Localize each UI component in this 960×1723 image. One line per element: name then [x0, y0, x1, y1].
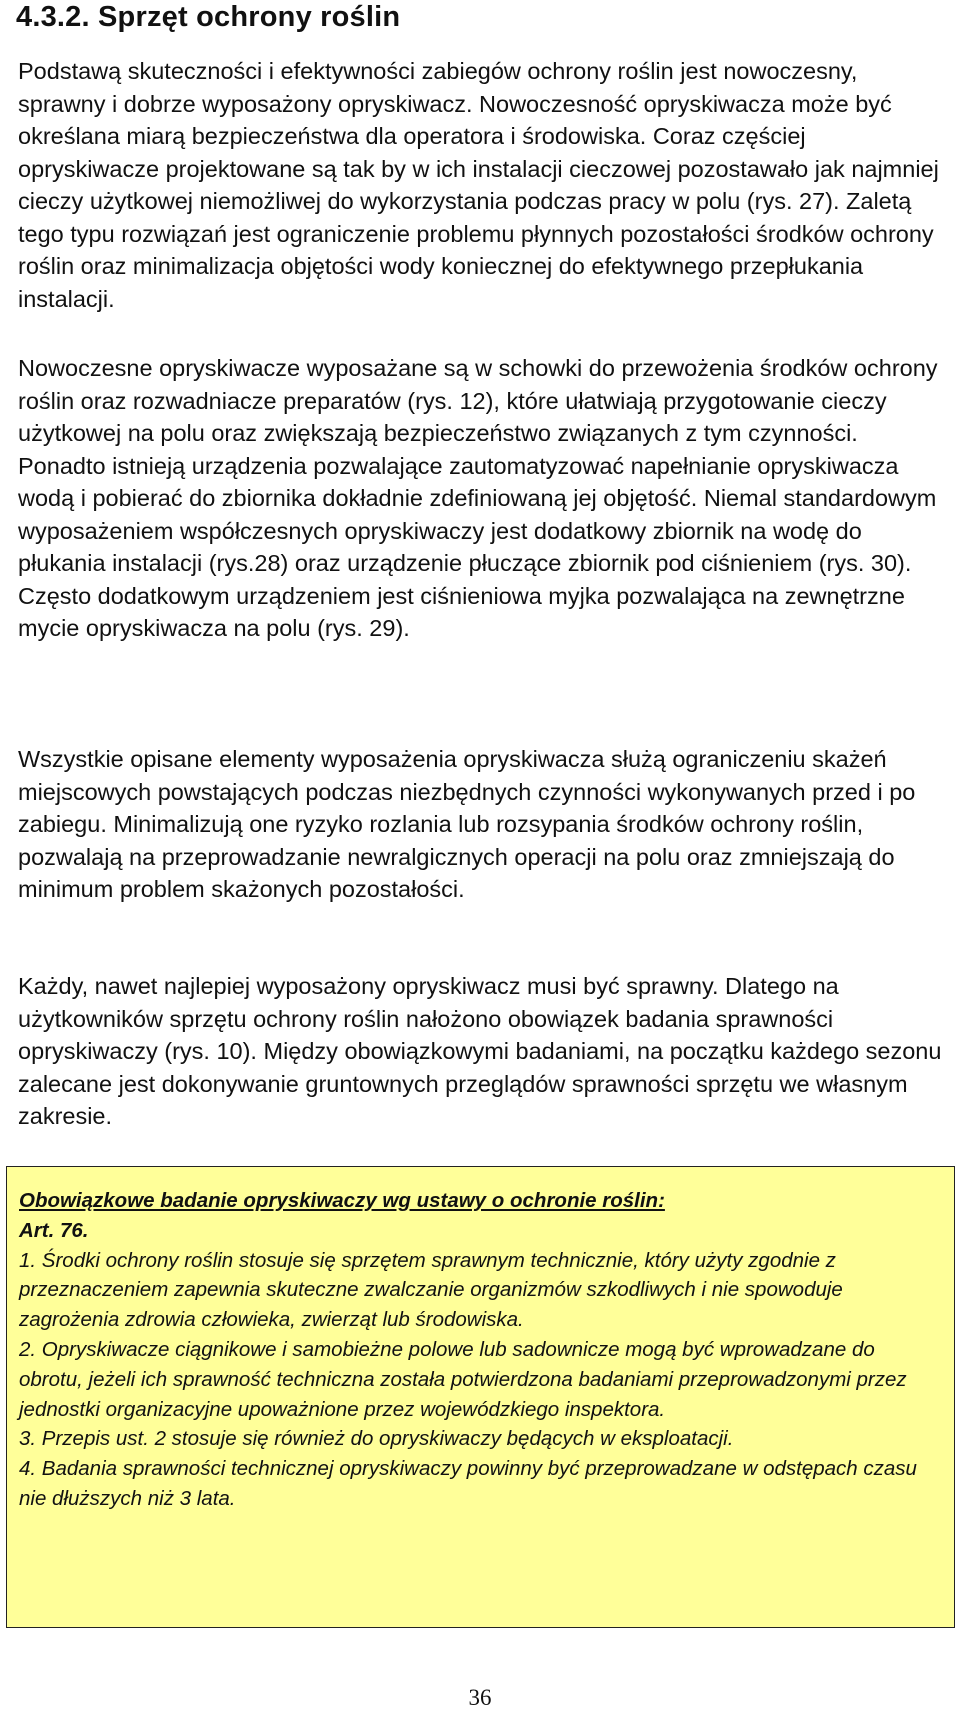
law-box-title: Obowiązkowe badanie opryskiwaczy wg ustawy o ochronie roślin: — [19, 1189, 665, 1212]
law-point-2: 2. Opryskiwacze ciągnikowe i samobieżne polowe lub sadownicze mogą być wprowadzane do obrotu, jeżeli ich sprawność techniczna została potwierdzona badaniami przeprowadzonymi przez jednostki organizacyjne upoważnione przez wojewódzkiego inspektora. — [19, 1337, 907, 1421]
section-heading: 4.3.2. Sprzęt ochrony roślin — [16, 1, 401, 33]
paragraph-3: Wszystkie opisane elementy wyposażenia opryskiwacza służą ograniczeniu skażeń miejscowych powstających podczas niezbędnych czynności wykonywanych przed i po zabiegu. Minimalizują one ryzyko rozlania lub rozsypania środków ochrony roślin, pozwalają na przeprowadzanie newralgicznych operacji na polu oraz zmniejszają do minimum problem skażonych pozostałości. — [18, 746, 916, 902]
law-article-number: Art. 76. — [19, 1218, 89, 1242]
law-point-3: 3. Przepis ust. 2 stosuje się również do opryskiwaczy będących w eksploatacji. — [19, 1427, 734, 1451]
paragraph-4: Każdy, nawet najlepiej wyposażony opryskiwacz musi być sprawny. Dlatego na użytkowników sprzętu ochrony roślin nałożono obowiązek badania sprawności opryskiwaczy (rys. 10). Między obowiązkowymi badaniami, na początku każdego sezonu zalecane jest dokonywanie gruntownych przeglądów sprawności sprzętu we własnym zakresie. — [18, 973, 942, 1129]
page-number: 36 — [468, 1685, 492, 1710]
law-point-1: 1. Środki ochrony roślin stosuje się sprzętem sprawnym technicznie, który użyty zgodnie z przeznaczeniem zapewnia skuteczne zwalczanie organizmów szkodliwych i nie spowoduje zagrożenia zdrowia człowieka, zwierząt lub środowiska. — [19, 1248, 843, 1332]
law-point-4: 4. Badania sprawności technicznej opryskiwaczy powinny być przeprowadzane w odstępach czasu nie dłuższych niż 3 lata. — [19, 1457, 917, 1510]
law-excerpt-box — [6, 1166, 955, 1628]
paragraph-1: Podstawą skuteczności i efektywności zabiegów ochrony roślin jest nowoczesny, sprawny i dobrze wyposażony opryskiwacz. Nowoczesność opryskiwacza może być określana miarą bezpieczeństwa dla operatora i środowiska. Coraz częściej opryskiwacze projektowane są tak by w ich instalacji cieczowej pozostawało jak najmniej cieczy użytkowej niemożliwej do wykorzystania podczas pracy w polu (rys. 27). Zaletą tego typu rozwiązań jest ograniczenie problemu płynnych pozostałości środków ochrony roślin oraz minimalizacja objętości wody koniecznej do efektywnego przepłukania instalacji. — [18, 58, 939, 312]
paragraph-2: Nowoczesne opryskiwacze wyposażane są w schowki do przewożenia środków ochrony roślin oraz rozwadniacze preparatów (rys. 12), które ułatwiają przygotowanie cieczy użytkowej na polu oraz zwiększają bezpieczeństwo związanych z tym czynności. Ponadto istnieją urządzenia pozwalające zautomatyzować napełnianie opryskiwacza wodą i pobierać do zbiornika dokładnie zdefiniowaną jej objętość. Niemal standardowym wyposażeniem współczesnych opryskiwaczy jest dodatkowy zbiornik na wodę do płukania instalacji (rys.28) oraz urządzenie płuczące zbiornik pod ciśnieniem (rys. 30). Często dodatkowym urządzeniem jest ciśnieniowa myjka pozwalająca na zewnętrzne mycie opryskiwacza na polu (rys. 29). — [18, 355, 938, 641]
